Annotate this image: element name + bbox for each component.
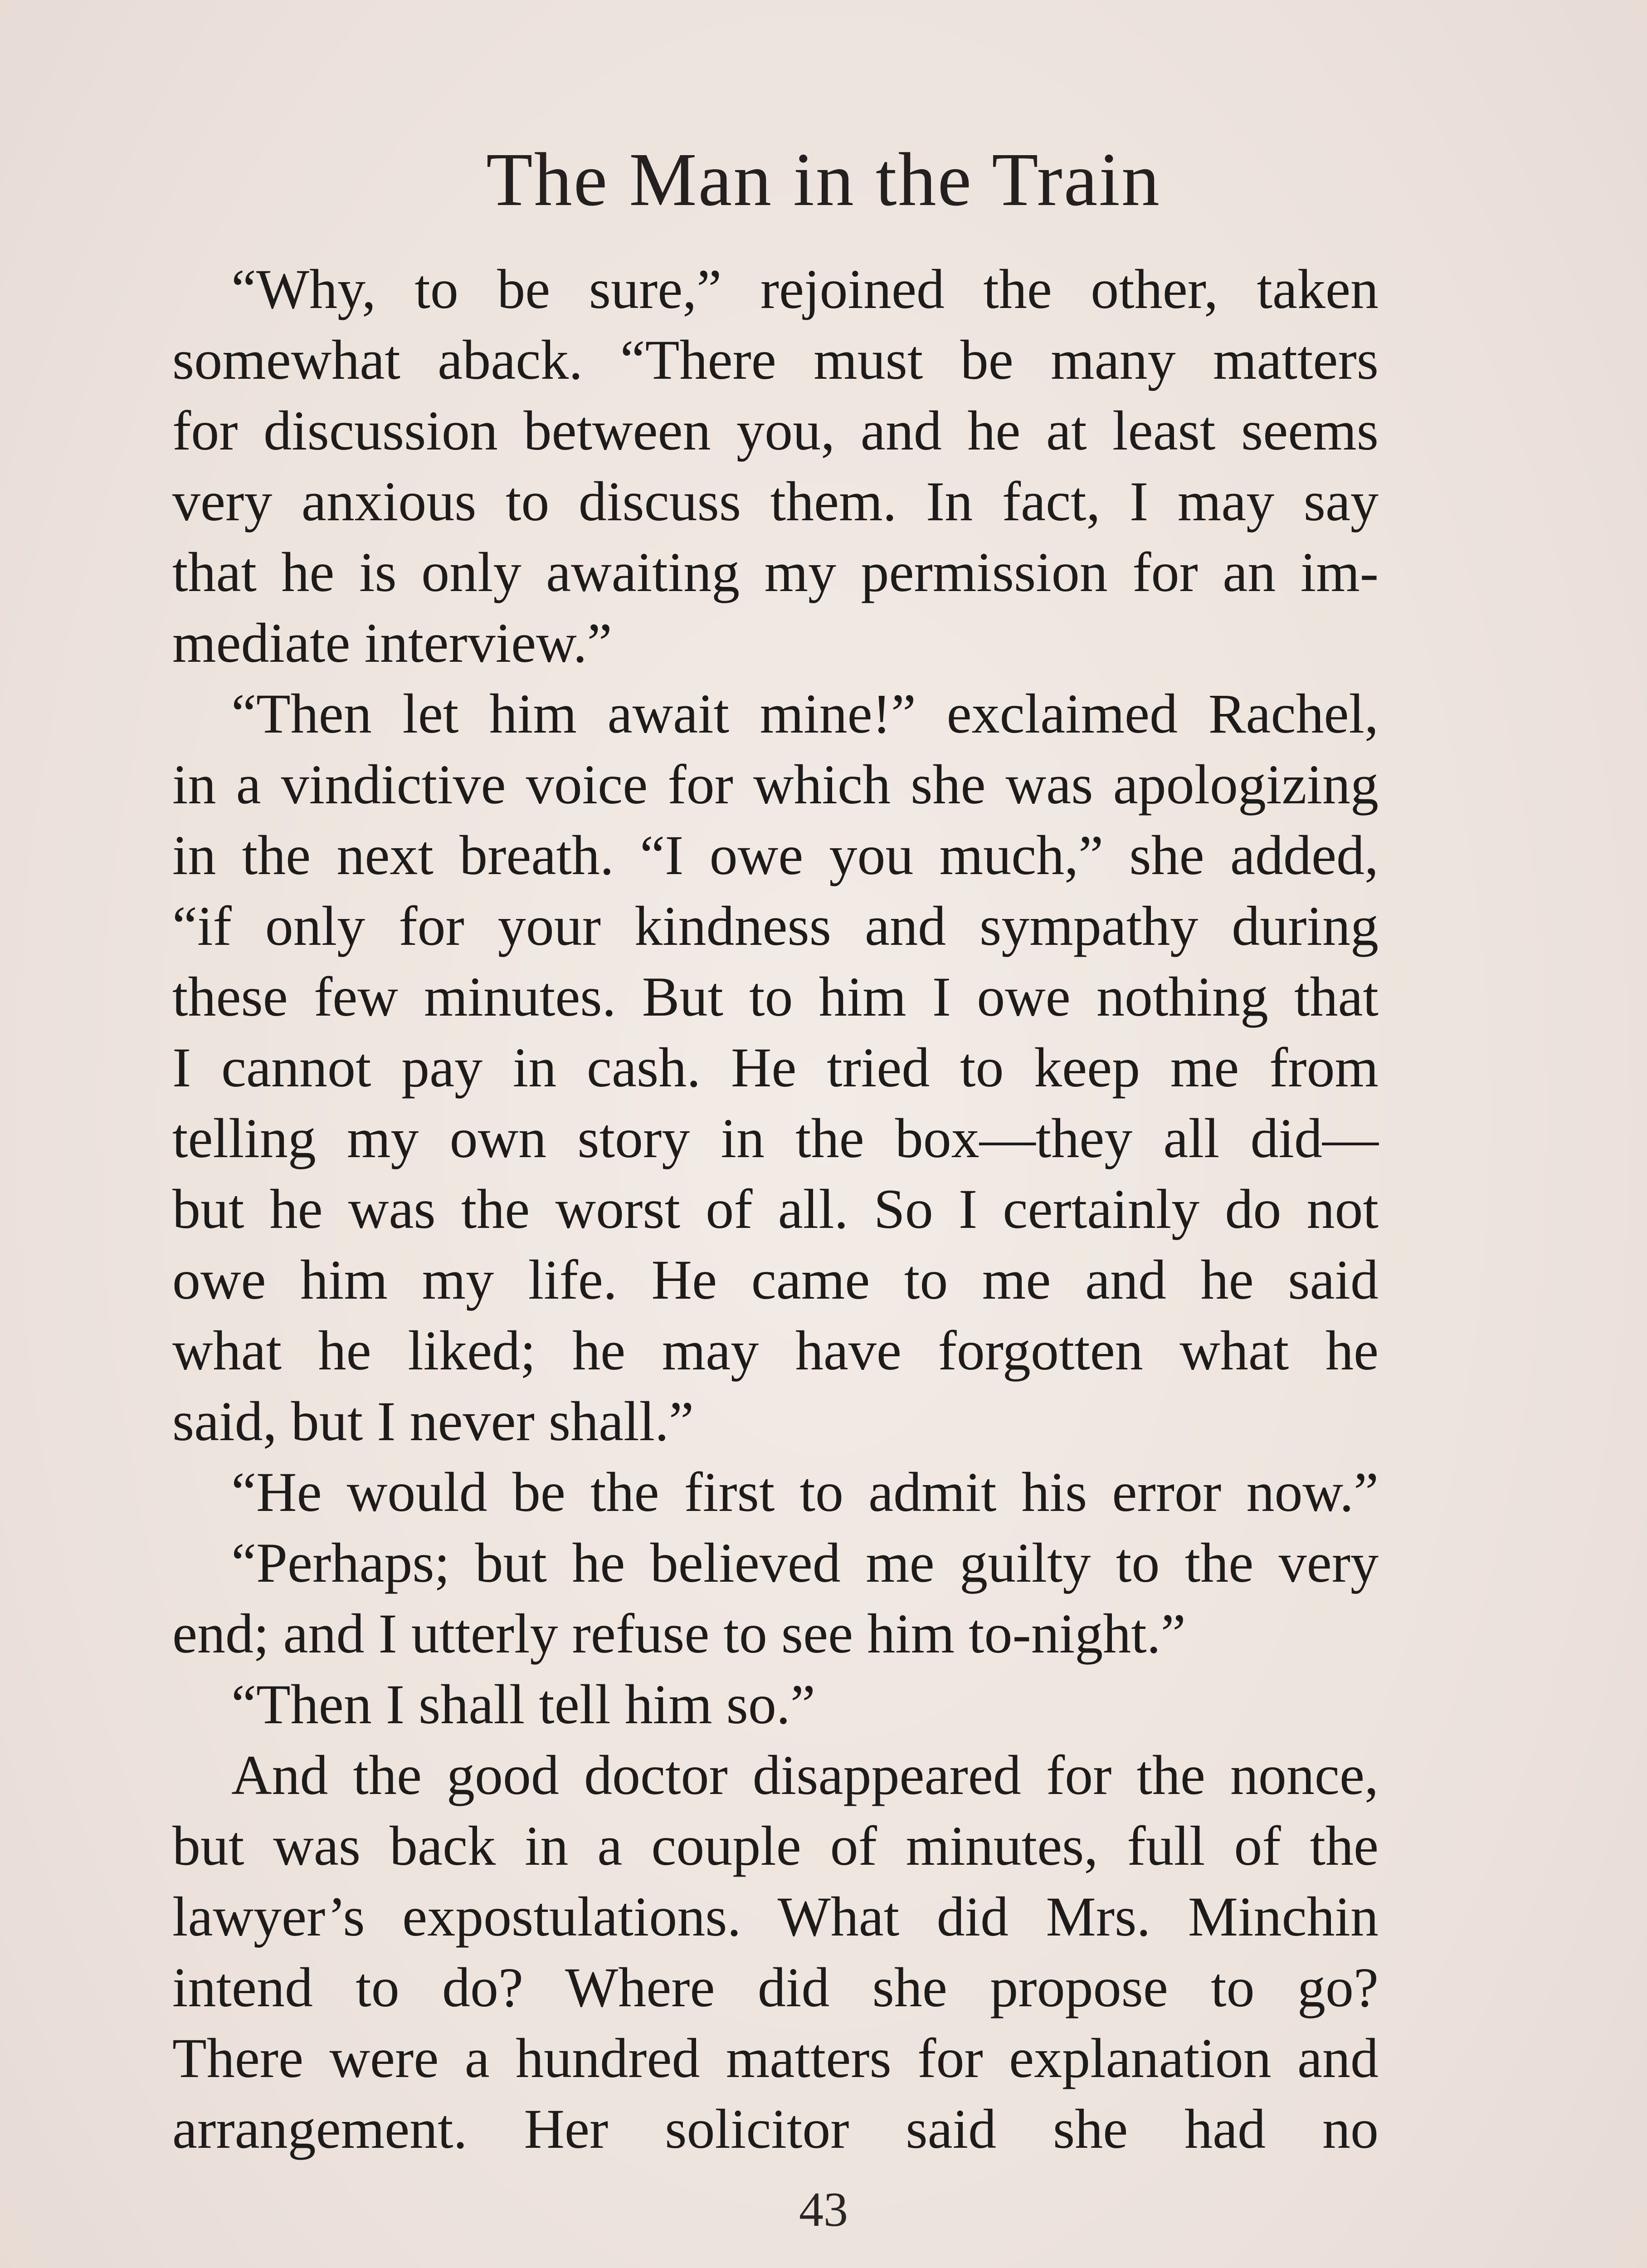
text-line: arrangement. Her solicitor said she had no xyxy=(172,2098,1379,2160)
text-line: There were a hundred matters for explanation and xyxy=(172,2027,1379,2089)
text-line: “Perhaps; but he believed me guilty to the very xyxy=(231,1532,1379,1594)
text-line: I cannot pay in cash. He tried to keep me from xyxy=(172,1036,1379,1099)
text-line: lawyer’s expostulations. What did Mrs. Minchin xyxy=(172,1886,1379,1948)
page-number: 43 xyxy=(799,2183,848,2237)
text-line: owe him my life. He came to me and he said xyxy=(172,1249,1379,1311)
text-line: intend to do? Where did she propose to go? xyxy=(172,1956,1379,2019)
text-line: what he liked; he may have forgotten what he xyxy=(172,1320,1379,1382)
text-line: “Then I shall tell him so.” xyxy=(231,1673,815,1735)
text-line: “if only for your kindness and sympathy during xyxy=(172,895,1379,957)
text-line: that he is only awaiting my permission for an im- xyxy=(172,541,1379,603)
text-line: in the next breath. “I owe you much,” she added, xyxy=(172,824,1379,886)
text-line: somewhat aback. “There must be many matters xyxy=(172,329,1379,391)
text-line: for discussion between you, and he at least seems xyxy=(172,400,1379,462)
text-line: “Then let him await mine!” exclaimed Rachel, xyxy=(231,683,1379,745)
text-line: said, but I never shall.” xyxy=(172,1390,694,1452)
text-line: but was back in a couple of minutes, full of the xyxy=(172,1815,1379,1877)
text-line: these few minutes. But to him I owe nothing that xyxy=(172,966,1379,1028)
text-line: And the good doctor disappeared for the nonce, xyxy=(231,1744,1379,1806)
text-line: end; and I utterly refuse to see him to-night.” xyxy=(172,1603,1186,1665)
text-line: “He would be the first to admit his error now.” xyxy=(231,1461,1379,1523)
text-line: telling my own story in the box—they all did— xyxy=(172,1107,1379,1169)
running-header: The Man in the Train xyxy=(486,137,1161,222)
text-line: in a vindictive voice for which she was apologizing xyxy=(172,753,1379,816)
text-line: very anxious to discuss them. In fact, I may say xyxy=(172,470,1379,533)
body-text xyxy=(172,254,1379,2165)
text-line: but he was the worst of all. So I certainly do not xyxy=(172,1178,1379,1240)
text-line: “Why, to be sure,” rejoined the other, taken xyxy=(231,258,1379,320)
text-line: mediate interview.” xyxy=(172,612,612,674)
